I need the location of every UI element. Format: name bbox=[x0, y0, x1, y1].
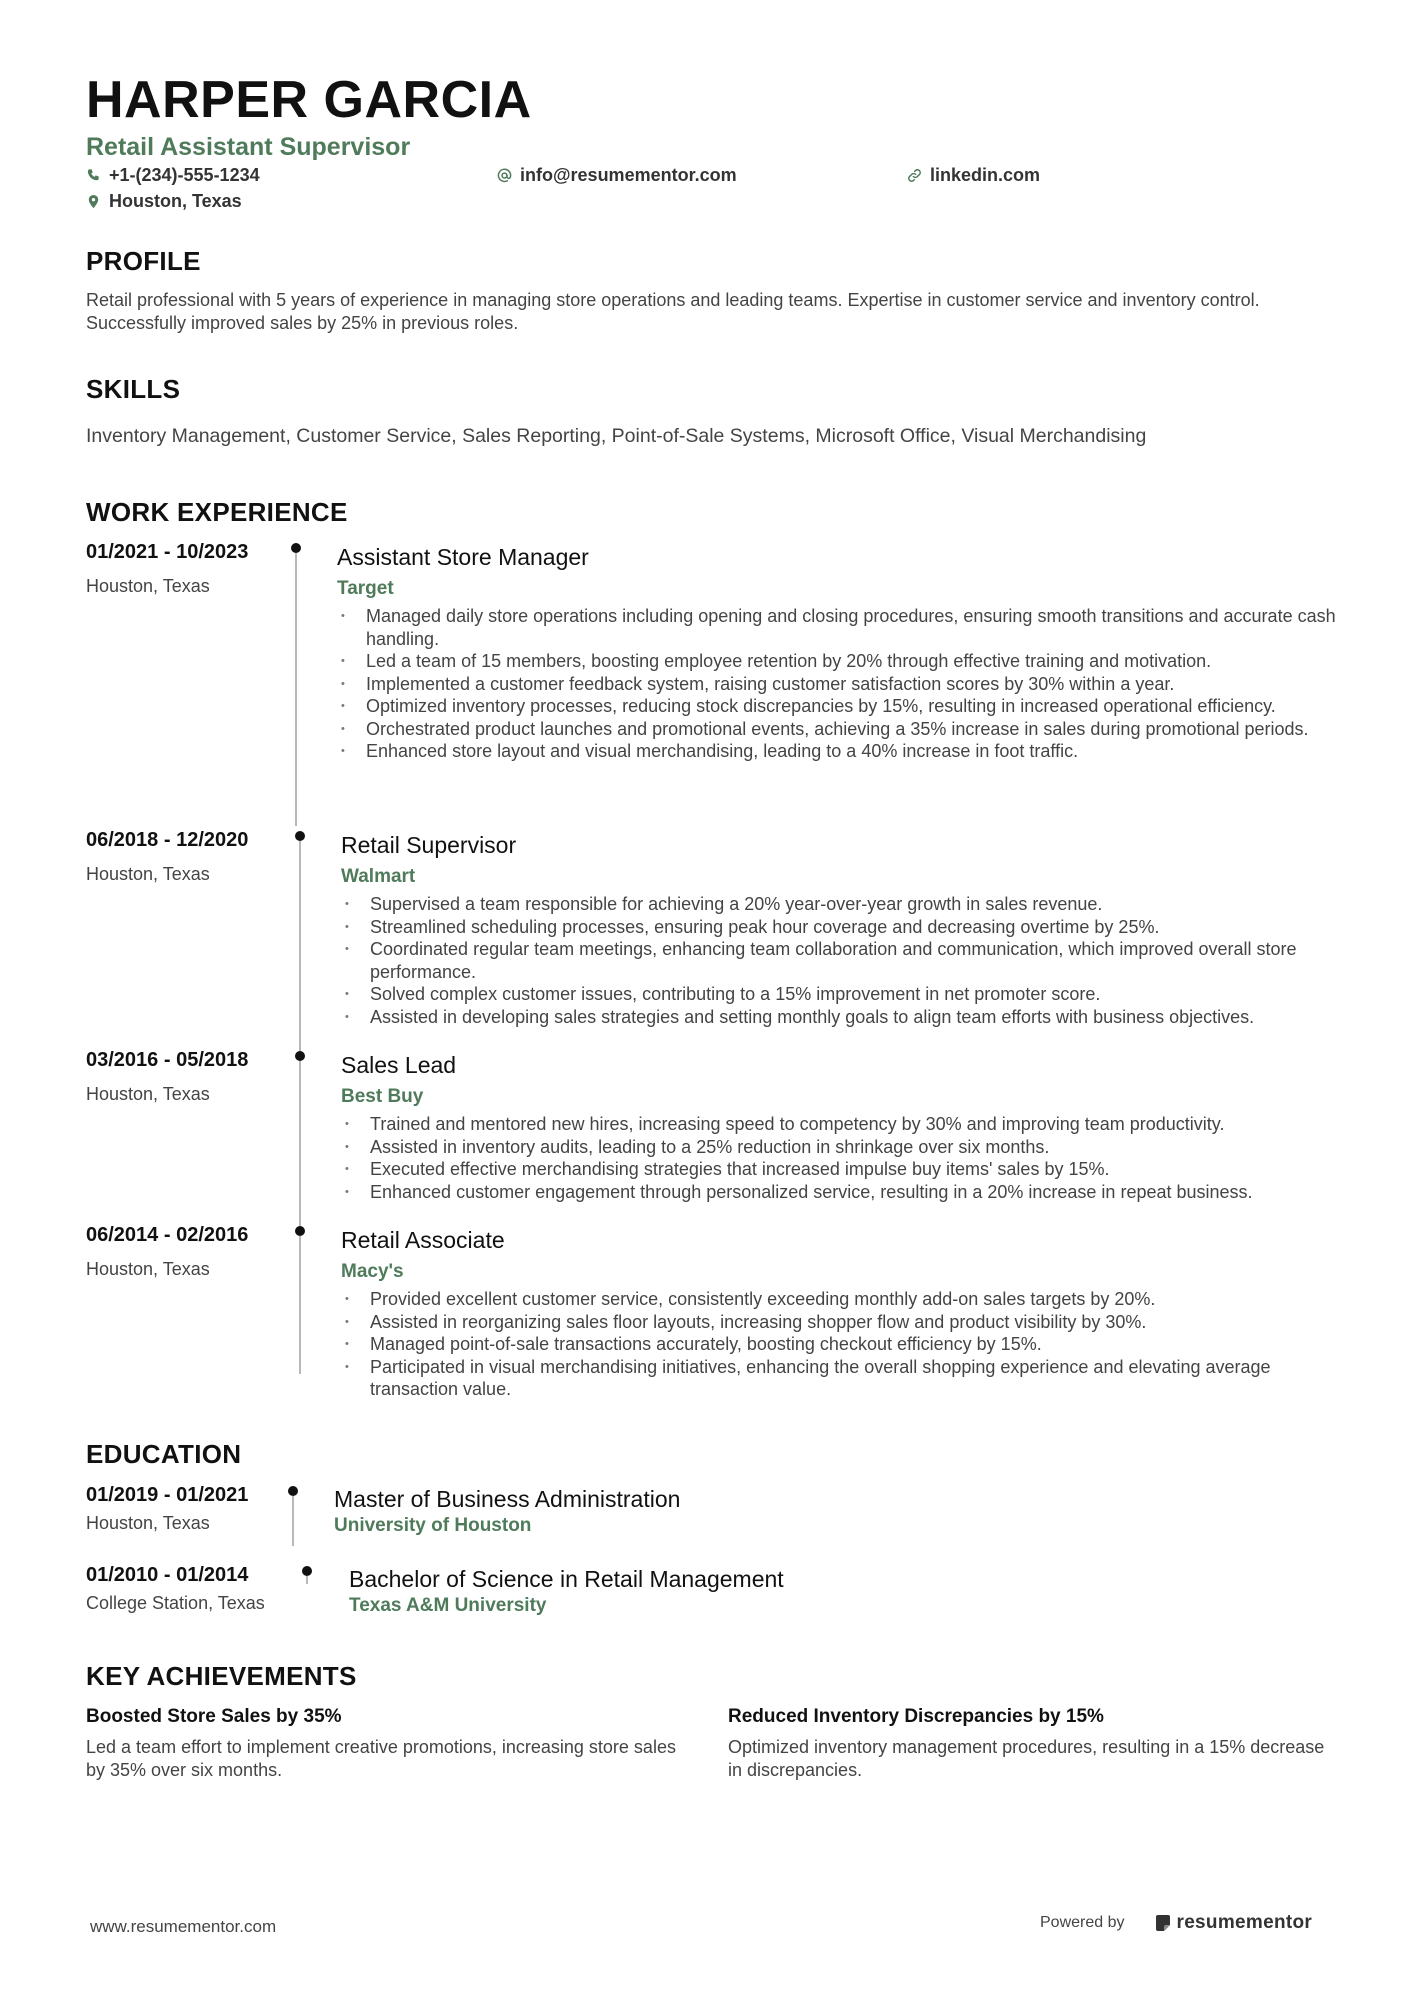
education-location: Houston, Texas bbox=[86, 1513, 210, 1533]
job-entry bbox=[86, 829, 1336, 1044]
job-bullet: • Executed effective merchandising strategies that increased impulse buy items' sales by 15%. bbox=[341, 1158, 1341, 1181]
profile-heading: PROFILE bbox=[86, 246, 201, 276]
job-dates: 01/2021 - 10/2023 bbox=[86, 541, 249, 563]
job-bullet: • Trained and mentored new hires, increasing speed to competency by 30% and improving team productivity. bbox=[341, 1113, 1341, 1136]
job-bullet: • Supervised a team responsible for achieving a 20% year-over-year growth in sales revenue. bbox=[341, 893, 1341, 916]
job-dates: 06/2014 - 02/2016 bbox=[86, 1224, 249, 1246]
achievement-title: Reduced Inventory Discrepancies by 15% bbox=[728, 1706, 1104, 1727]
job-location: Houston, Texas bbox=[86, 1084, 210, 1104]
timeline-dot bbox=[295, 1051, 305, 1061]
contact-email[interactable] bbox=[497, 165, 737, 186]
job-bullet: • Solved complex customer issues, contributing to a 15% improvement in net promoter score. bbox=[341, 983, 1341, 1006]
education-school: Texas A&M University bbox=[349, 1595, 547, 1616]
education-location: College Station, Texas bbox=[86, 1593, 265, 1613]
location-text: Houston, Texas bbox=[109, 191, 242, 211]
achievement-text: Optimized inventory management procedures, resulting in a 15% decrease in discrepancies. bbox=[728, 1737, 1325, 1780]
job-title: Retail Associate bbox=[341, 1227, 505, 1253]
job-bullet: • Managed point-of-sale transactions accurately, boosting checkout efficiency by 15%. bbox=[341, 1333, 1341, 1356]
skills-heading: SKILLS bbox=[86, 374, 181, 404]
job-bullet: • Orchestrated product launches and promotional events, achieving a 35% increase in sales during promotional periods. bbox=[337, 718, 1337, 741]
timeline-dot bbox=[295, 1226, 305, 1236]
brand-name: resumementor bbox=[1176, 1912, 1313, 1933]
timeline-dot bbox=[302, 1566, 312, 1576]
job-bullets bbox=[341, 1288, 1341, 1401]
job-location: Houston, Texas bbox=[86, 576, 210, 596]
skills-text: Inventory Management, Customer Service, Sales Reporting, Point-of-Sale Systems, Microsoft Office, Visual Merchandising bbox=[86, 425, 1147, 447]
job-bullets bbox=[337, 605, 1337, 763]
education-entry bbox=[86, 1564, 986, 1634]
footer-website[interactable]: www.resumementor.com bbox=[90, 1917, 277, 1936]
timeline-line bbox=[299, 1236, 301, 1374]
education-degree: Master of Business Administration bbox=[334, 1486, 681, 1512]
job-dates: 03/2016 - 05/2018 bbox=[86, 1049, 249, 1071]
achievement-item bbox=[728, 1706, 1328, 1781]
timeline-line bbox=[295, 553, 297, 826]
job-bullet: • Led a team of 15 members, boosting employee retention by 20% through effective training and motivation. bbox=[337, 650, 1337, 673]
job-bullet: • Assisted in developing sales strategies and setting monthly goals to align team efforts with business objectives. bbox=[341, 1006, 1341, 1029]
at-sign-icon bbox=[497, 168, 512, 183]
candidate-role: Retail Assistant Supervisor bbox=[86, 133, 411, 161]
job-location: Houston, Texas bbox=[86, 864, 210, 884]
job-bullet: • Enhanced store layout and visual merchandising, leading to a 40% increase in foot traffic. bbox=[337, 740, 1337, 763]
job-bullet: • Assisted in inventory audits, leading to a 25% reduction in shrinkage over six months. bbox=[341, 1136, 1341, 1159]
footer-powered-by bbox=[1040, 1912, 1312, 1934]
brand-logo-icon bbox=[1155, 1914, 1171, 1932]
job-title: Sales Lead bbox=[341, 1052, 457, 1078]
contact-location bbox=[86, 191, 242, 212]
key-achievements-heading: KEY ACHIEVEMENTS bbox=[86, 1661, 357, 1691]
work-experience-heading: WORK EXPERIENCE bbox=[86, 497, 348, 527]
job-title: Retail Supervisor bbox=[341, 832, 517, 858]
timeline-line bbox=[299, 1061, 301, 1226]
profile-text: Retail professional with 5 years of experience in managing store operations and leading teams. Expertise in customer service and inventory control. Successfully improved sales by 25% in previous roles. bbox=[86, 290, 1260, 333]
job-title: Assistant Store Manager bbox=[337, 544, 589, 570]
powered-by-label: Powered by bbox=[1040, 1914, 1125, 1931]
linkedin-text: linkedin.com bbox=[930, 165, 1041, 185]
job-company: Best Buy bbox=[341, 1086, 424, 1107]
timeline-line bbox=[299, 841, 301, 1051]
location-pin-icon bbox=[86, 194, 101, 209]
education-dates: 01/2019 - 01/2021 bbox=[86, 1484, 249, 1506]
job-bullets bbox=[341, 893, 1341, 1028]
link-icon bbox=[907, 168, 922, 183]
job-bullet: • Optimized inventory processes, reducing stock discrepancies by 15%, resulting in increased operational efficiency. bbox=[337, 695, 1337, 718]
achievement-text: Led a team effort to implement creative promotions, increasing store sales by 35% over six months. bbox=[86, 1737, 676, 1780]
job-bullets bbox=[341, 1113, 1341, 1203]
timeline-dot bbox=[288, 1486, 298, 1496]
job-entry bbox=[86, 541, 1336, 821]
job-bullet: • Enhanced customer engagement through personalized service, resulting in a 20% increase in repeat business. bbox=[341, 1181, 1341, 1204]
job-bullet: • Streamlined scheduling processes, ensuring peak hour coverage and decreasing overtime by 25%. bbox=[341, 916, 1341, 939]
contact-linkedin[interactable] bbox=[907, 165, 1040, 186]
job-bullet: • Managed daily store operations including opening and closing procedures, ensuring smooth transitions and accurate cash handling. bbox=[337, 605, 1337, 650]
timeline-dot bbox=[295, 831, 305, 841]
job-company: Macy's bbox=[341, 1261, 404, 1282]
job-bullet: • Implemented a customer feedback system, raising customer satisfaction scores by 30% within a year. bbox=[337, 673, 1337, 696]
job-company: Target bbox=[337, 578, 394, 599]
job-location: Houston, Texas bbox=[86, 1259, 210, 1279]
job-bullet: • Coordinated regular team meetings, enhancing team collaboration and communication, which improved overall store performance. bbox=[341, 938, 1341, 983]
education-degree: Bachelor of Science in Retail Management bbox=[349, 1566, 784, 1592]
job-bullet: • Assisted in reorganizing sales floor layouts, increasing shopper flow and product visibility by 30%. bbox=[341, 1311, 1341, 1334]
candidate-name: HARPER GARCIA bbox=[86, 71, 532, 129]
timeline-dot bbox=[291, 543, 301, 553]
contact-phone bbox=[86, 165, 260, 186]
education-heading: EDUCATION bbox=[86, 1439, 242, 1469]
education-dates: 01/2010 - 01/2014 bbox=[86, 1564, 249, 1586]
job-company: Walmart bbox=[341, 866, 416, 887]
job-bullet: • Participated in visual merchandising initiatives, enhancing the overall shopping experience and elevating average transaction value. bbox=[341, 1356, 1341, 1401]
education-school: University of Houston bbox=[334, 1515, 532, 1536]
job-entry bbox=[86, 1049, 1336, 1219]
timeline-line bbox=[306, 1576, 308, 1584]
achievement-item bbox=[86, 1706, 686, 1781]
job-entry bbox=[86, 1224, 1336, 1409]
phone-icon bbox=[86, 168, 101, 183]
education-entry bbox=[86, 1484, 986, 1554]
job-bullet: • Provided excellent customer service, consistently exceeding monthly add-on sales targets by 20%. bbox=[341, 1288, 1341, 1311]
timeline-line bbox=[292, 1496, 294, 1546]
phone-text: +1-(234)-555-1234 bbox=[109, 165, 260, 185]
email-text: info@resumementor.com bbox=[520, 165, 737, 185]
job-dates: 06/2018 - 12/2020 bbox=[86, 829, 249, 851]
achievement-title: Boosted Store Sales by 35% bbox=[86, 1706, 342, 1727]
